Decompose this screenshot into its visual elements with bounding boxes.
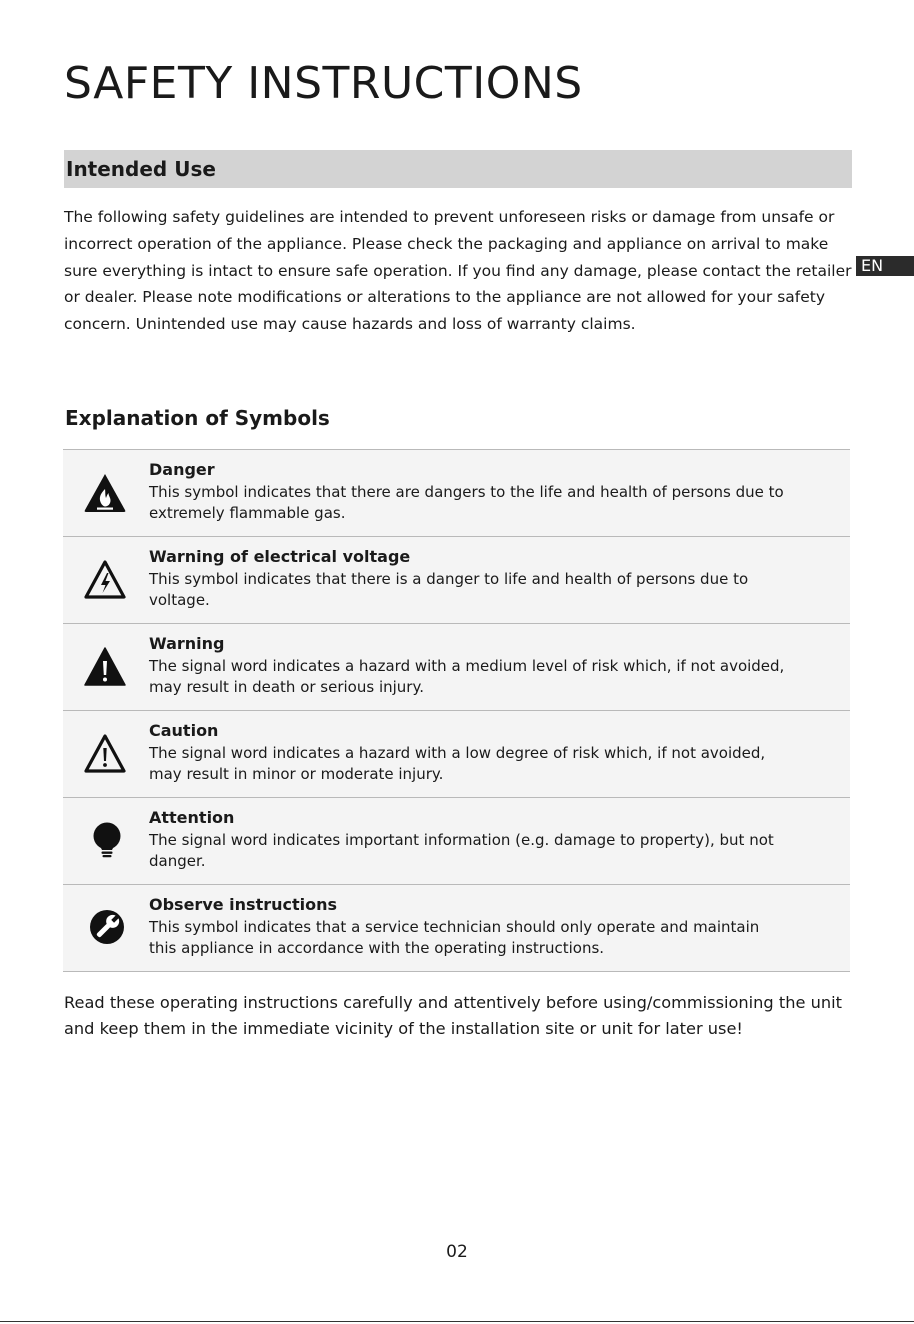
symbol-title: Attention [149, 808, 235, 827]
caution-icon [83, 732, 127, 776]
symbol-row-danger [63, 450, 850, 537]
page-title: SAFETY INSTRUCTIONS [64, 58, 583, 109]
language-badge: EN [856, 256, 914, 276]
lightbulb-icon [83, 819, 127, 863]
symbol-description: This symbol indicates that there are dangers to the life and health of persons due to extremely flammable gas. [149, 483, 784, 522]
bottom-rule [0, 1321, 914, 1322]
symbol-row-electrical-voltage [63, 537, 850, 624]
symbol-title: Danger [149, 460, 215, 479]
symbol-row-warning [63, 624, 850, 711]
symbol-row-observe-instructions [63, 885, 850, 972]
flammable-warning-icon [83, 471, 127, 515]
symbol-description: This symbol indicates that a service technician should only operate and maintain this appliance in accordance with the operating instructions. [149, 918, 760, 957]
symbol-description: The signal word indicates a hazard with a medium level of risk which, if not avoided, may result in death or serious injury. [149, 657, 785, 696]
symbol-description: The signal word indicates important information (e.g. damage to property), but not danger. [149, 831, 774, 870]
symbols-table [63, 449, 850, 972]
symbol-row-attention [63, 798, 850, 885]
page-number: 02 [446, 1242, 468, 1262]
symbol-title: Warning [149, 634, 225, 653]
symbol-title: Warning of electrical voltage [149, 547, 411, 566]
symbol-row-caution [63, 711, 850, 798]
intended-use-heading: Intended Use [64, 150, 852, 188]
symbols-heading: Explanation of Symbols [65, 406, 330, 430]
exclamation-warning-icon [83, 645, 127, 689]
symbol-title: Caution [149, 721, 219, 740]
symbol-title: Observe instructions [149, 895, 338, 914]
wrench-icon [83, 906, 127, 950]
symbol-description: This symbol indicates that there is a danger to life and health of persons due to voltage. [149, 570, 749, 609]
symbol-description: The signal word indicates a hazard with a low degree of risk which, if not avoided, may result in minor or moderate injury. [149, 744, 766, 783]
intended-use-text: The following safety guidelines are intended to prevent unforeseen risks or damage from unsafe or incorrect operation of the appliance. Please check the packaging and appliance on arrival to make sure everything is intact to ensure safe operation. If you find any damage, please contact the retailer or dealer. Please note modifications or alterations to the appliance are not allowed for your safety concern. Unintended use may cause hazards and loss of warranty claims. [64, 208, 852, 334]
electrical-voltage-icon [83, 558, 127, 602]
closing-note: Read these operating instructions carefully and attentively before using/commissioning the unit and keep them in the immediate vicinity of the installation site or unit for later use! [64, 993, 842, 1038]
